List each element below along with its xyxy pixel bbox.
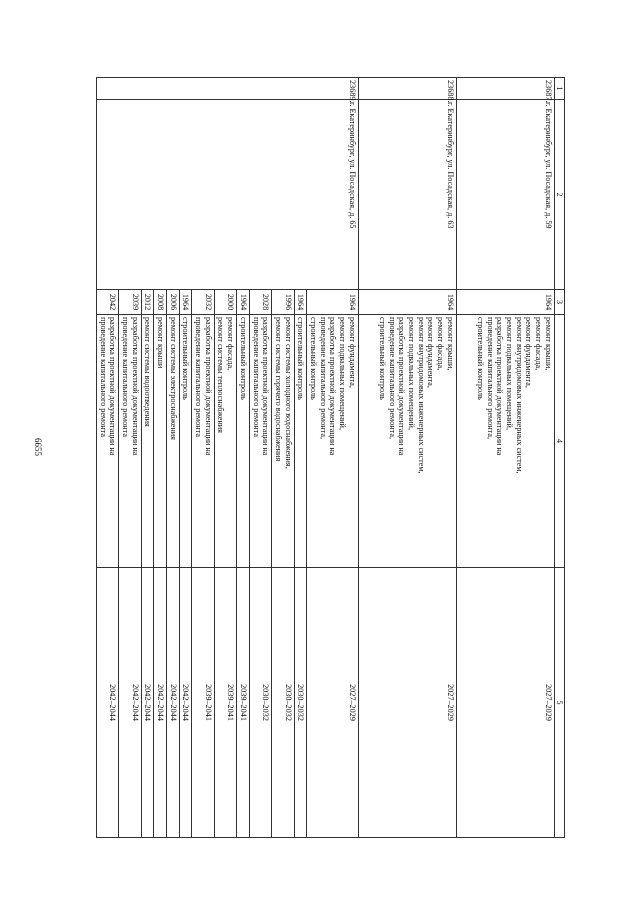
row-number-cell: 23689. bbox=[97, 78, 358, 100]
row-number-cell: 23687. bbox=[456, 78, 554, 100]
work-line: разработка проектной документации на bbox=[397, 317, 407, 456]
work-line: разработка проектной документации на bbox=[261, 317, 271, 456]
work-line: ремонт крыши, bbox=[445, 317, 455, 371]
work-line: строительный контроль bbox=[377, 317, 387, 400]
work-line: строительный контроль bbox=[238, 317, 248, 400]
work-line: проведение капитального ремонта, bbox=[318, 317, 328, 440]
work-line: ремонт фасада, bbox=[435, 317, 445, 371]
work-cell bbox=[141, 315, 154, 568]
period-cell: 2027–2029 bbox=[307, 568, 358, 838]
work-cell bbox=[456, 315, 554, 568]
work-cell bbox=[214, 315, 236, 568]
work-cell bbox=[179, 315, 192, 568]
work-cell bbox=[167, 315, 180, 568]
year-cell: 1964 bbox=[456, 290, 554, 315]
year-cell: 1964 bbox=[179, 290, 192, 315]
table-row bbox=[456, 78, 554, 838]
period-cell: 2030–2032 bbox=[294, 568, 307, 838]
work-line: ремонт системы электроснабжения bbox=[168, 317, 178, 440]
year-cell: 2000 bbox=[214, 290, 236, 315]
year-cell: 2012 bbox=[141, 290, 154, 315]
work-line: ремонт подвальных помещений, bbox=[337, 317, 347, 430]
work-line: ремонт системы водоотведения bbox=[143, 317, 153, 427]
work-line: ремонт крыши, bbox=[543, 317, 553, 371]
year-cell: 2008 bbox=[154, 290, 167, 315]
period-cell: 2039–2041 bbox=[192, 568, 214, 838]
work-line: проведение капитального ремонта bbox=[121, 317, 131, 437]
year-cell: 1964 bbox=[294, 290, 307, 315]
work-line: разработка проектной документации на bbox=[203, 317, 213, 456]
address-cell: г. Екатеринбург, ул. Посадская, д. 63 bbox=[358, 100, 456, 290]
table-body bbox=[97, 78, 565, 838]
work-line: ремонт фундамента, bbox=[426, 317, 436, 388]
work-cell bbox=[272, 315, 294, 568]
work-line: ремонт крыши bbox=[156, 317, 166, 369]
work-cell bbox=[307, 315, 358, 568]
work-line: ремонт фасада, bbox=[226, 317, 236, 371]
year-cell: 1964 bbox=[237, 290, 250, 315]
work-cell bbox=[97, 315, 119, 568]
year-cell: 2006 bbox=[167, 290, 180, 315]
work-line: ремонт подвальных помещений, bbox=[504, 317, 514, 430]
header-cell: 4 bbox=[554, 315, 564, 568]
work-cell bbox=[294, 315, 307, 568]
work-line: ремонт системы теплоснабжения bbox=[216, 317, 226, 433]
work-line: проведение капитального ремонта, bbox=[387, 317, 397, 440]
work-cell bbox=[154, 315, 167, 568]
period-cell: 2030–2032 bbox=[249, 568, 271, 838]
page-number: 6655 bbox=[33, 438, 43, 456]
work-line: разработка проектной документации на bbox=[495, 317, 505, 456]
work-line: ремонт фундамента, bbox=[524, 317, 534, 388]
work-cell bbox=[358, 315, 456, 568]
work-line: ремонт фундамента, bbox=[347, 317, 357, 388]
address-cell: г. Екатеринбург, ул. Посадская, д. 59 bbox=[456, 100, 554, 290]
work-line: ремонт внутридомовых инженерных систем, bbox=[416, 317, 426, 474]
repair-schedule-table bbox=[96, 77, 565, 838]
work-line: ремонт системы холодного водоснабжения, bbox=[283, 317, 293, 469]
period-cell: 2042–2044 bbox=[141, 568, 154, 838]
table-row bbox=[358, 78, 456, 838]
row-number-cell: 23688. bbox=[358, 78, 456, 100]
work-line: проведение капитального ремонта bbox=[98, 317, 108, 437]
header-cell: 1 bbox=[554, 78, 564, 100]
period-cell: 2027–2029 bbox=[456, 568, 554, 838]
period-cell: 2030–2032 bbox=[272, 568, 294, 838]
period-cell: 2039–2041 bbox=[214, 568, 236, 838]
rotated-table-container bbox=[95, 77, 565, 837]
table-row bbox=[307, 78, 358, 838]
work-line: ремонт системы горячего водоснабжения bbox=[273, 317, 283, 462]
work-line: разработка проектной документации на bbox=[328, 317, 338, 456]
year-cell: 2028 bbox=[249, 290, 271, 315]
period-cell: 2039–2041 bbox=[237, 568, 250, 838]
work-cell bbox=[192, 315, 214, 568]
header-cell: 3 bbox=[554, 290, 564, 315]
address-cell: г. Екатеринбург, ул. Посадская, д. 65 bbox=[97, 100, 358, 290]
year-cell: 1996 bbox=[272, 290, 294, 315]
period-cell: 2042–2044 bbox=[119, 568, 141, 838]
work-line: разработка проектной документации на bbox=[108, 317, 118, 456]
work-cell bbox=[237, 315, 250, 568]
work-line: строительный контроль bbox=[308, 317, 318, 400]
year-cell: 1964 bbox=[307, 290, 358, 315]
work-line: ремонт подвальных помещений, bbox=[406, 317, 416, 430]
year-cell: 2039 bbox=[119, 290, 141, 315]
work-cell bbox=[249, 315, 271, 568]
work-line: проведение капитального ремонта bbox=[194, 317, 204, 437]
work-line: строительный контроль bbox=[296, 317, 306, 400]
year-cell: 2042 bbox=[97, 290, 119, 315]
work-line: ремонт фасада, bbox=[533, 317, 543, 371]
work-line: проведение капитального ремонта, bbox=[485, 317, 495, 440]
period-cell: 2042–2044 bbox=[154, 568, 167, 838]
work-cell bbox=[119, 315, 141, 568]
period-cell: 2042–2044 bbox=[179, 568, 192, 838]
year-cell: 2032 bbox=[192, 290, 214, 315]
period-cell: 2027–2029 bbox=[358, 568, 456, 838]
header-cell: 5 bbox=[554, 568, 564, 838]
work-line: строительный контроль bbox=[181, 317, 191, 400]
period-cell: 2042–2044 bbox=[97, 568, 119, 838]
work-line: разработка проектной документации на bbox=[130, 317, 140, 456]
work-line: строительный контроль bbox=[475, 317, 485, 400]
period-cell: 2042–2044 bbox=[167, 568, 180, 838]
header-cell: 2 bbox=[554, 100, 564, 290]
header-row bbox=[554, 78, 564, 838]
work-line: ремонт внутридомовых инженерных систем, bbox=[514, 317, 524, 474]
work-line: проведение капитального ремонта bbox=[251, 317, 261, 437]
year-cell: 1964 bbox=[358, 290, 456, 315]
